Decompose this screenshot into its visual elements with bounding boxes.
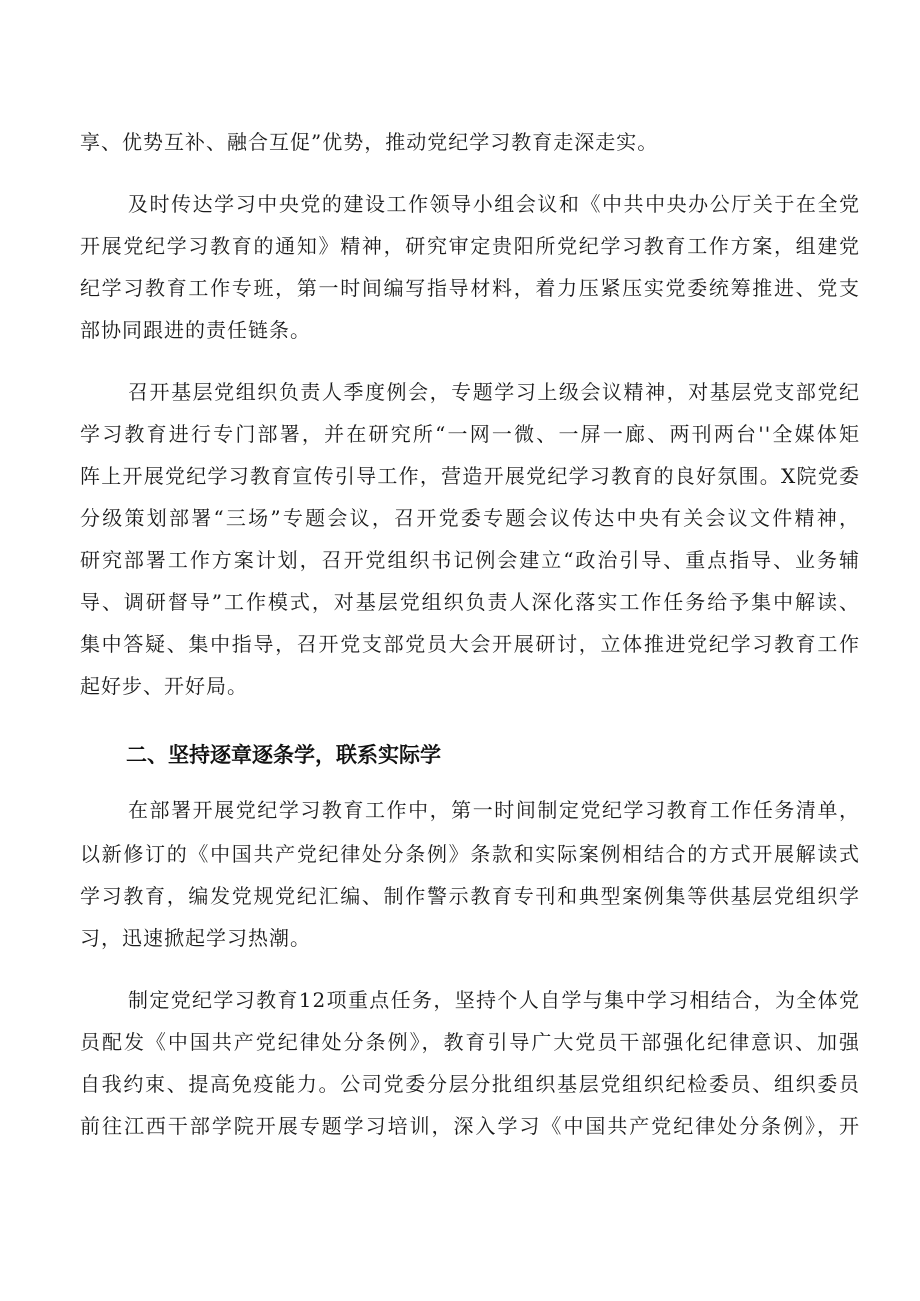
paragraph-line: 学习教育，编发党规党纪汇编、制作警示教育专刊和典型案例集等供基层党组织学 xyxy=(80,884,860,908)
paragraph-line: 纪学习教育工作专班，第一时间编写指导材料，着力压紧压实党委统筹推进、党支 xyxy=(80,276,860,300)
paragraph-line: 开展党纪学习教育的通知》精神，研究审定贵阳所党纪学习教育工作方案，组建党 xyxy=(80,234,860,258)
paragraph-line: 在部署开展党纪学习教育工作中，第一时间制定党纪学习教育工作任务清单， xyxy=(128,798,860,822)
paragraph-line: 部协同跟进的责任链条。 xyxy=(80,318,311,342)
section-heading: 二、坚持逐章逐条学，联系实际学 xyxy=(126,743,441,767)
paragraph-line: 前往江西干部学院开展专题学习培训，深入学习《中国共产党纪律处分条例》，开 xyxy=(80,1114,860,1138)
paragraph-line: 制定党纪学习教育12项重点任务，坚持个人自学与集中学习相结合，为全体党 xyxy=(128,988,860,1012)
paragraph-line: 起好步、开好局。 xyxy=(80,674,248,698)
paragraph-line: 集中答疑、集中指导，召开党支部党员大会开展研讨，立体推进党纪学习教育工作 xyxy=(80,632,860,656)
paragraph-line: 员配发《中国共产党纪律处分条例》，教育引导广大党员干部强化纪律意识、加强 xyxy=(80,1030,860,1054)
paragraph-line: 自我约束、提高免疫能力。公司党委分层分批组织基层党组织纪检委员、组织委员 xyxy=(80,1072,860,1096)
paragraph-line: 学习教育进行专门部署，并在研究所“一网一微、一屏一廊、两刊两台''全媒体矩 xyxy=(80,422,860,446)
paragraph-line: 及时传达学习中央党的建设工作领导小组会议和《中共中央办公厅关于在全党 xyxy=(128,192,860,216)
paragraph-line: 召开基层党组织负责人季度例会，专题学习上级会议精神，对基层党支部党纪 xyxy=(128,380,860,404)
paragraph-line: 研究部署工作方案计划，召开党组织书记例会建立“政治引导、重点指导、业务辅 xyxy=(80,548,860,572)
paragraph-line: 习，迅速掀起学习热潮。 xyxy=(80,926,311,950)
paragraph-line: 阵上开展党纪学习教育宣传引导工作，营造开展党纪学习教育的良好氛围。X院党委 xyxy=(80,464,860,488)
paragraph-line: 导、调研督导”工作模式，对基层党组织负责人深化落实工作任务给予集中解读、 xyxy=(80,590,860,614)
paragraph-line: 享、优势互补、融合互促”优势，推动党纪学习教育走深走实。 xyxy=(80,130,659,154)
paragraph-line: 以新修订的《中国共产党纪律处分条例》条款和实际案例相结合的方式开展解读式 xyxy=(80,842,860,866)
paragraph-line: 分级策划部署“三场”专题会议，召开党委专题会议传达中央有关会议文件精神， xyxy=(80,506,860,530)
